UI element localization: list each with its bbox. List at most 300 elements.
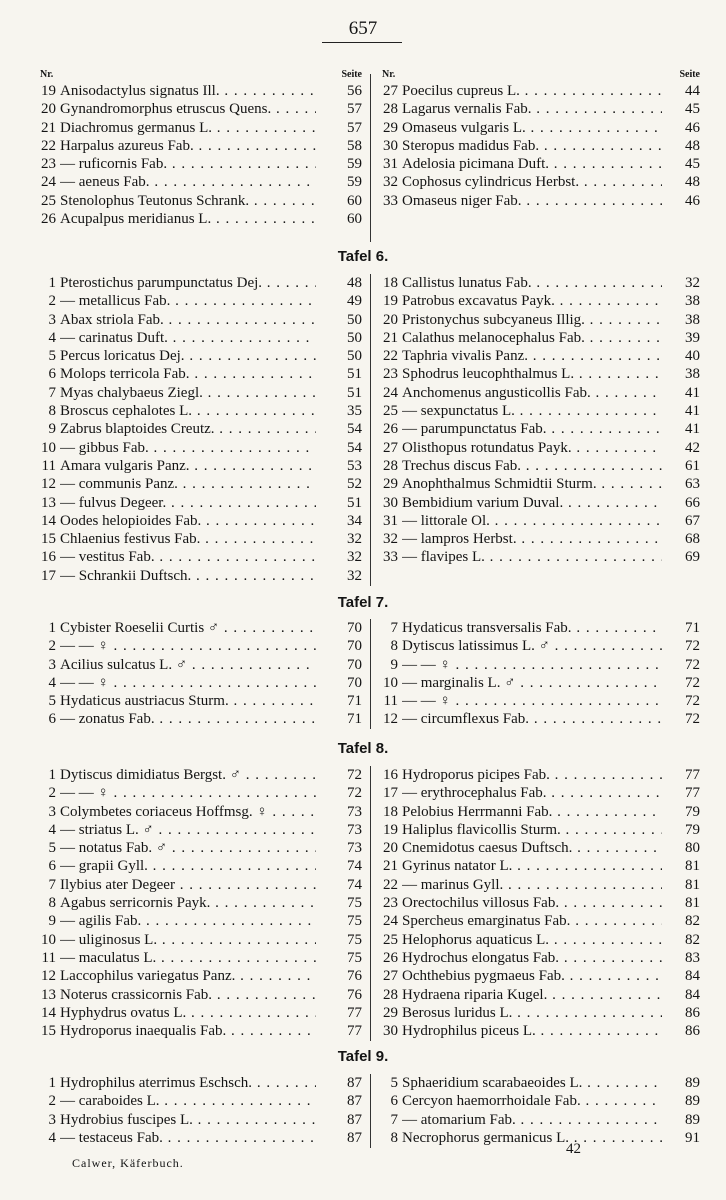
species-name: Anisodactylus signatus Ill. . . . [60,82,316,100]
index-entry [382,637,700,655]
species-name: Zabrus blaptoides Creutz. . . . [60,420,316,438]
index-entry [382,619,700,637]
entry-number: 19 [383,293,398,310]
plate-title: Tafel 8. [337,740,389,757]
entry-number: 18 [383,275,398,291]
index-entry [382,100,700,118]
entry-number: 10 [41,931,56,948]
entry-number: 22 [41,137,56,154]
entry-list [382,619,700,729]
page-reference: 82 [685,913,700,930]
page-reference: 42 [685,439,700,456]
page-reference: 70 [347,638,362,655]
page-reference: 51 [347,494,362,511]
species-name: Stenolophus Teutonus Schrank. . . . [60,192,316,210]
page-reference: 69 [685,549,700,566]
species-name: Dytiscus latissimus L. ♂ . . . [402,637,662,655]
entry-number: 17 [41,567,56,584]
entry-number: 22 [383,876,398,893]
species-name: — ruficornis Fab. . . . [60,155,316,173]
species-name: — gibbus Fab. . . . [60,439,316,457]
species-name: Amara vulgaris Panz. . . . [60,457,316,475]
species-name: Olisthopus rotundatus Payk. . . . [402,439,662,457]
entry-list [382,82,700,210]
page-reference: 77 [685,767,700,783]
index-entry [382,894,700,912]
species-name: Gynandromorphus etruscus Quens. . . . [60,100,316,118]
page-reference: 71 [347,711,362,728]
species-name: Helophorus aquaticus L. . . . [402,931,662,949]
species-name: — atomarium Fab. . . . [402,1111,662,1129]
index-entry [382,1111,700,1129]
index-entry [40,1022,362,1040]
page-reference: 35 [347,403,362,420]
species-name: — notatus Fab. ♂ . . . [60,839,316,857]
index-entry [382,274,700,292]
index-entry [382,137,700,155]
index-entry [382,475,700,493]
column-divider [370,619,371,729]
index-entry [40,530,362,548]
entry-number: 1 [48,767,56,783]
index-entry [40,967,362,985]
index-entry [40,173,362,191]
entry-number: 2 [48,785,56,802]
page-reference: 77 [685,785,700,802]
entry-number: 31 [383,512,398,529]
species-name: — marginalis L. ♂ . . . [402,674,662,692]
species-name: Cnemidotus caesus Duftsch. . . . [402,839,662,857]
index-entry [382,1022,700,1040]
entry-number: 29 [383,1004,398,1021]
entry-list [40,274,362,585]
column-divider [370,274,371,586]
entry-number: 11 [383,693,398,710]
page-reference: 87 [347,1129,362,1146]
entry-number: 26 [41,211,56,228]
index-entry [382,692,700,710]
index-entry [382,1129,700,1147]
index-entry [382,402,700,420]
page-reference: 39 [685,329,700,346]
page-reference: 59 [347,156,362,173]
entry-number: 20 [383,311,398,328]
index-entry [40,347,362,365]
page-reference: 81 [685,858,700,875]
entry-number: 5 [48,693,56,710]
index-entry [40,949,362,967]
entry-number: 8 [48,895,56,912]
species-name: Laccophilus variegatus Panz. . . . [60,967,316,985]
page-number: 657 [348,18,378,39]
index-entry [382,494,700,512]
entry-number: 7 [390,620,398,636]
page-reference: 41 [685,421,700,438]
index-entry [40,803,362,821]
page-reference: 48 [685,137,700,154]
left-column [40,1074,362,1147]
entry-number: 5 [48,348,56,365]
entry-number: 8 [48,403,56,420]
species-name: — parumpunctatus Fab. . . . [402,420,662,438]
page-reference: 89 [685,1075,700,1091]
page-reference: 54 [347,439,362,456]
species-name: — — ♀ . . . [402,656,662,674]
index-entry [40,311,362,329]
page-reference: 89 [685,1111,700,1128]
entry-number: 24 [383,384,398,401]
entry-list [40,619,362,729]
entry-number: 20 [383,840,398,857]
page-reference: 76 [347,986,362,1003]
index-entry [382,1074,700,1092]
species-name: Hydaticus transversalis Fab. . . . [402,619,662,637]
page-reference: 53 [347,457,362,474]
entry-number: 14 [41,1004,56,1021]
species-name: Oodes helopioides Fab. . . . [60,512,316,530]
page-reference: 86 [685,1004,700,1021]
species-name: Hydrophilus piceus L. . . . [402,1022,662,1040]
index-entry [40,100,362,118]
species-name: — uliginosus L. . . . [60,931,316,949]
species-name: Hydrochus elongatus Fab. . . . [402,949,662,967]
entry-number: 9 [48,421,56,438]
entry-number: 32 [383,531,398,548]
entry-number: 1 [48,275,56,291]
entry-number: 6 [390,1093,398,1110]
page-reference: 34 [347,512,362,529]
index-entry [40,548,362,566]
index-entry [382,803,700,821]
page-reference: 50 [347,329,362,346]
left-column [40,274,362,585]
entry-number: 5 [48,840,56,857]
entry-number: 18 [383,803,398,820]
species-name: Myas chalybaeus Ziegl. . . . [60,384,316,402]
entry-number: 4 [48,674,56,691]
species-name: — striatus L. ♂ . . . [60,821,316,839]
species-name: — grapii Gyll. . . . [60,857,316,875]
index-entry [40,155,362,173]
page-reference: 38 [685,366,700,383]
column-divider [370,766,371,1041]
species-name: — lampros Herbst. . . . [402,530,662,548]
entry-number: 2 [48,293,56,310]
entry-number: 4 [48,1129,56,1146]
entry-number: 6 [48,366,56,383]
right-column [382,68,700,210]
page-reference: 75 [347,931,362,948]
species-name: Calathus melanocephalus Fab. . . . [402,329,662,347]
page-reference: 57 [347,119,362,136]
plate-title: Tafel 7. [337,594,389,611]
species-name: — — ♀ . . . [60,674,316,692]
species-name: — agilis Fab. . . . [60,912,316,930]
index-entry [40,986,362,1004]
species-name: Acilius sulcatus L. ♂ . . . [60,656,316,674]
page-reference: 61 [685,457,700,474]
species-name: Hydroporus picipes Fab. . . . [402,766,662,784]
entry-number: 3 [48,1111,56,1128]
page-reference: 73 [347,821,362,838]
entry-number: 30 [383,137,398,154]
species-name: Cercyon haemorrhoidale Fab. . . . [402,1092,662,1110]
entry-number: 23 [383,366,398,383]
index-entry [40,82,362,100]
column-header [382,68,700,82]
right-column [382,766,700,1040]
index-entry [40,894,362,912]
entry-number: 6 [48,711,56,728]
page-reference: 32 [685,275,700,291]
page-reference: 89 [685,1093,700,1110]
index-entry [382,420,700,438]
index-entry [382,821,700,839]
page-reference: 73 [347,840,362,857]
entry-list [40,82,362,228]
entry-number: 21 [383,329,398,346]
index-entry [382,710,700,728]
species-name: Noterus crassicornis Fab. . . . [60,986,316,1004]
page-reference: 84 [685,968,700,985]
page-reference: 50 [347,348,362,365]
entry-number: 11 [41,457,56,474]
page-reference: 51 [347,366,362,383]
page-reference: 60 [347,211,362,228]
index-entry [40,210,362,228]
page-reference: 74 [347,876,362,893]
page-reference: 45 [685,156,700,173]
left-column [40,68,362,228]
index-entry [40,1092,362,1110]
species-name: — vestitus Fab. . . . [60,548,316,566]
page-reference: 84 [685,986,700,1003]
species-name: Ilybius ater Degeer . . . [60,876,316,894]
entry-number: 27 [383,439,398,456]
page-reference: 72 [685,638,700,655]
entry-list [382,274,700,567]
entry-number: 12 [41,476,56,493]
entry-number: 10 [41,439,56,456]
page-reference: 41 [685,384,700,401]
index-entry [40,784,362,802]
entry-number: 23 [41,156,56,173]
index-entry [40,402,362,420]
species-name: Abax striola Fab. . . . [60,311,316,329]
entry-number: 16 [383,767,398,783]
page-reference: 49 [347,293,362,310]
index-entry [40,912,362,930]
column-header [40,68,362,82]
index-entry [382,329,700,347]
page-reference: 82 [685,931,700,948]
species-name: Haliplus flavicollis Sturm. . . . [402,821,662,839]
page-reference: 54 [347,421,362,438]
species-name: Patrobus excavatus Payk. . . . [402,292,662,310]
index-entry [382,384,700,402]
entry-number: 16 [41,549,56,566]
page-reference: 72 [685,674,700,691]
seite-header: Seite [341,69,362,80]
entry-number: 33 [383,192,398,209]
entry-number: 26 [383,949,398,966]
index-entry [382,1004,700,1022]
species-name: — caraboides L. . . . [60,1092,316,1110]
index-entry [40,439,362,457]
entry-number: 11 [41,949,56,966]
page-reference: 44 [685,83,700,99]
species-name: Hydroporus inaequalis Fab. . . . [60,1022,316,1040]
index-entry [40,137,362,155]
species-name: Anophthalmus Schmidtii Sturm. . . . [402,475,662,493]
page-reference: 50 [347,311,362,328]
species-name: Agabus serricornis Payk. . . . [60,894,316,912]
nr-header: Nr. [382,69,396,80]
seite-header: Seite [679,69,700,80]
page-reference: 70 [347,620,362,636]
entry-number: 25 [383,403,398,420]
entry-number: 31 [383,156,398,173]
species-name: Bembidium varium Duval. . . . [402,494,662,512]
entry-number: 29 [383,119,398,136]
sheet-number: 42 [566,1141,581,1157]
page-reference: 79 [685,803,700,820]
species-name: — carinatus Duft. . . . [60,329,316,347]
index-entry [382,876,700,894]
species-name: Hydaticus austriacus Sturm. . . . [60,692,316,710]
entry-number: 20 [41,101,56,118]
index-entry [382,82,700,100]
species-name: Ochthebius pygmaeus Fab. . . . [402,967,662,985]
index-entry [382,155,700,173]
index-entry [382,173,700,191]
page-reference: 45 [685,101,700,118]
index-entry [40,292,362,310]
species-name: Broscus cephalotes L. . . . [60,402,316,420]
entry-number: 19 [41,83,56,99]
index-entry [382,656,700,674]
page-reference: 52 [347,476,362,493]
entry-number: 25 [383,931,398,948]
entry-number: 6 [48,858,56,875]
page-reference: 60 [347,192,362,209]
entry-number: 10 [383,674,398,691]
species-name: — fulvus Degeer. . . . [60,494,316,512]
entry-number: 32 [383,174,398,191]
page-reference: 72 [685,711,700,728]
right-column [382,274,700,567]
index-entry [382,512,700,530]
entry-number: 2 [48,638,56,655]
entry-number: 8 [390,1129,398,1146]
page-reference: 83 [685,949,700,966]
index-entry [40,931,362,949]
index-entry [382,457,700,475]
species-name: Cybister Roeselii Curtis ♂ . . . [60,619,316,637]
species-name: Cophosus cylindricus Herbst. . . . [402,173,662,191]
page-reference: 80 [685,840,700,857]
species-name: Diachromus germanus L. . . . [60,119,316,137]
species-name: — communis Panz. . . . [60,475,316,493]
index-entry [40,876,362,894]
entry-number: 1 [48,620,56,636]
species-name: Hydraena riparia Kugel. . . . [402,986,662,1004]
entry-list [382,1074,700,1147]
species-name: Anchomenus angusticollis Fab. . . . [402,384,662,402]
species-name: Chlaenius festivus Fab. . . . [60,530,316,548]
page-reference: 75 [347,949,362,966]
entry-number: 15 [41,531,56,548]
species-name: Pelobius Herrmanni Fab. . . . [402,803,662,821]
entry-number: 28 [383,101,398,118]
species-name: Molops terricola Fab. . . . [60,365,316,383]
index-entry [382,439,700,457]
index-entry [382,311,700,329]
species-name: — — ♀ . . . [60,637,316,655]
index-entry [382,1092,700,1110]
entry-number: 19 [383,821,398,838]
page-reference: 87 [347,1075,362,1091]
header-rule [322,42,402,43]
plate-title: Tafel 9. [337,1048,389,1065]
page-reference: 32 [347,549,362,566]
species-name: — maculatus L. . . . [60,949,316,967]
page-reference: 48 [347,275,362,291]
species-name: Pterostichus parumpunctatus Dej. . . . [60,274,316,292]
index-entry [40,420,362,438]
index-entry [40,384,362,402]
species-name: Percus loricatus Dej. . . . [60,347,316,365]
page-reference: 57 [347,101,362,118]
page-reference: 72 [347,767,362,783]
entry-number: 30 [383,1023,398,1040]
entry-number: 21 [41,119,56,136]
entry-number: 14 [41,512,56,529]
index-entry [40,457,362,475]
index-entry [40,567,362,585]
species-name: Omaseus vulgaris L. . . . [402,119,662,137]
species-name: Harpalus azureus Fab. . . . [60,137,316,155]
page-reference: 46 [685,192,700,209]
entry-list [382,766,700,1040]
index-entry [382,530,700,548]
page-reference: 70 [347,656,362,673]
page-reference: 71 [347,693,362,710]
page-reference: 41 [685,403,700,420]
page-reference: 38 [685,293,700,310]
species-name: Taphria vivalis Panz. . . . [402,347,662,365]
index-entry [40,766,362,784]
index-entry [382,839,700,857]
index-entry [382,192,700,210]
index-entry [40,1004,362,1022]
page-reference: 77 [347,1004,362,1021]
page-reference: 40 [685,348,700,365]
species-name: — flavipes L. . . . [402,548,662,566]
entry-number: 7 [390,1111,398,1128]
entry-number: 3 [48,656,56,673]
page-reference: 75 [347,913,362,930]
page-reference: 56 [347,83,362,99]
page-reference: 66 [685,494,700,511]
entry-number: 4 [48,329,56,346]
page-reference: 63 [685,476,700,493]
index-entry [382,119,700,137]
index-entry [382,912,700,930]
entry-number: 27 [383,83,398,99]
species-name: — metallicus Fab. . . . [60,292,316,310]
entry-number: 7 [48,876,56,893]
